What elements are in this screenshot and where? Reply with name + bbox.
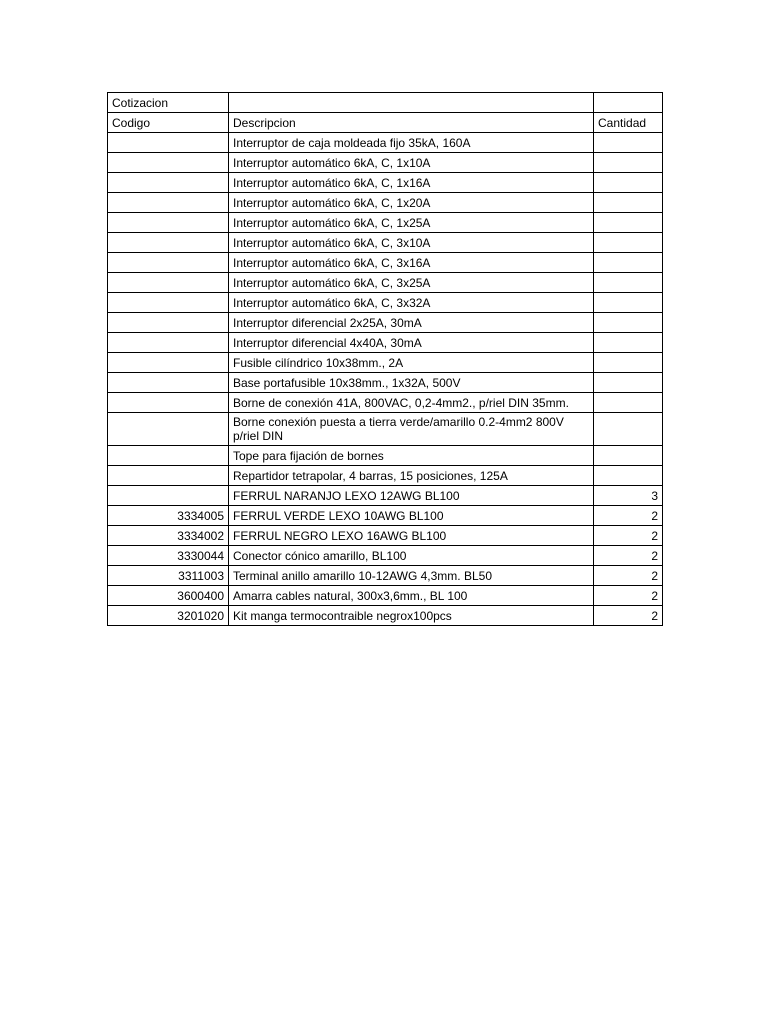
item-code-cell: 3330044 [108,546,229,566]
table-row [108,273,663,293]
table-row [108,566,663,586]
item-code-cell [108,133,229,153]
item-description-cell: Interruptor automático 6kA, C, 3x25A [229,273,594,293]
item-code-cell: 3600400 [108,586,229,606]
item-description-cell: Borne conexión puesta a tierra verde/amarillo 0.2-4mm2 800V p/riel DIN [229,413,594,446]
item-code-cell [108,273,229,293]
item-code-cell [108,466,229,486]
item-quantity-cell: 2 [594,506,663,526]
item-description-cell: Fusible cilíndrico 10x38mm., 2A [229,353,594,373]
item-code-cell: 3201020 [108,606,229,626]
item-code-cell [108,293,229,313]
item-description-cell: Interruptor diferencial 2x25A, 30mA [229,313,594,333]
item-quantity-cell [594,273,663,293]
item-description-cell: Interruptor de caja moldeada fijo 35kA, 160A [229,133,594,153]
item-code-cell [108,313,229,333]
item-quantity-cell: 3 [594,486,663,506]
table-row [108,193,663,213]
item-code-cell: 3334005 [108,506,229,526]
column-header-quantity: Cantidad [594,113,663,133]
item-description-cell: FERRUL NEGRO LEXO 16AWG BL100 [229,526,594,546]
title-row [108,93,663,113]
table-row [108,133,663,153]
item-quantity-cell [594,413,663,446]
table-row [108,173,663,193]
item-description-cell: Amarra cables natural, 300x3,6mm., BL 100 [229,586,594,606]
table-row [108,373,663,393]
item-quantity-cell [594,193,663,213]
quotation-table-body [108,93,663,626]
column-header-code: Codigo [108,113,229,133]
title-empty-cell [594,93,663,113]
table-row [108,466,663,486]
item-quantity-cell [594,333,663,353]
item-quantity-cell [594,253,663,273]
item-description-cell: Kit manga termocontraible negrox100pcs [229,606,594,626]
item-code-cell: 3334002 [108,526,229,546]
item-quantity-cell: 2 [594,526,663,546]
item-code-cell [108,413,229,446]
item-quantity-cell [594,153,663,173]
item-quantity-cell: 2 [594,586,663,606]
item-description-cell: Interruptor automático 6kA, C, 1x16A [229,173,594,193]
item-description-cell: Borne de conexión 41A, 800VAC, 0,2-4mm2., p/riel DIN 35mm. [229,393,594,413]
item-description-cell: Interruptor diferencial 4x40A, 30mA [229,333,594,353]
item-quantity-cell [594,373,663,393]
item-quantity-cell [594,446,663,466]
item-code-cell: 3311003 [108,566,229,586]
item-code-cell [108,193,229,213]
quotation-title: Cotizacion [108,93,229,113]
quotation-table [107,92,663,626]
table-row [108,213,663,233]
item-description-cell: Terminal anillo amarillo 10-12AWG 4,3mm. BL50 [229,566,594,586]
table-row [108,546,663,566]
table-row [108,486,663,506]
table-row [108,353,663,373]
column-header-description: Descripcion [229,113,594,133]
item-quantity-cell [594,313,663,333]
table-row [108,313,663,333]
item-quantity-cell [594,293,663,313]
table-row [108,393,663,413]
table-row [108,293,663,313]
item-quantity-cell [594,353,663,373]
table-row [108,606,663,626]
item-quantity-cell [594,173,663,193]
item-description-cell: FERRUL NARANJO LEXO 12AWG BL100 [229,486,594,506]
item-description-cell: FERRUL VERDE LEXO 10AWG BL100 [229,506,594,526]
header-row [108,113,663,133]
item-description-cell: Interruptor automático 6kA, C, 1x20A [229,193,594,213]
item-code-cell [108,446,229,466]
item-description-cell: Repartidor tetrapolar, 4 barras, 15 posiciones, 125A [229,466,594,486]
item-description-cell: Conector cónico amarillo, BL100 [229,546,594,566]
item-quantity-cell [594,213,663,233]
table-row [108,413,663,446]
table-row [108,586,663,606]
item-quantity-cell [594,133,663,153]
item-quantity-cell: 2 [594,546,663,566]
item-code-cell [108,173,229,193]
item-quantity-cell: 2 [594,566,663,586]
item-code-cell [108,213,229,233]
item-code-cell [108,486,229,506]
table-row [108,153,663,173]
item-quantity-cell [594,233,663,253]
item-description-cell: Base portafusible 10x38mm., 1x32A, 500V [229,373,594,393]
item-description-cell: Interruptor automático 6kA, C, 1x25A [229,213,594,233]
table-row [108,506,663,526]
item-code-cell [108,253,229,273]
title-empty-cell [229,93,594,113]
item-description-cell: Interruptor automático 6kA, C, 3x16A [229,253,594,273]
item-description-cell: Tope para fijación de bornes [229,446,594,466]
item-description-cell: Interruptor automático 6kA, C, 3x10A [229,233,594,253]
item-code-cell [108,333,229,353]
item-code-cell [108,393,229,413]
item-description-cell: Interruptor automático 6kA, C, 1x10A [229,153,594,173]
item-code-cell [108,373,229,393]
item-quantity-cell [594,466,663,486]
item-code-cell [108,233,229,253]
item-quantity-cell [594,393,663,413]
item-code-cell [108,353,229,373]
item-quantity-cell: 2 [594,606,663,626]
table-row [108,253,663,273]
table-row [108,233,663,253]
item-description-cell: Interruptor automático 6kA, C, 3x32A [229,293,594,313]
item-code-cell [108,153,229,173]
table-row [108,333,663,353]
table-row [108,526,663,546]
table-row [108,446,663,466]
quotation-sheet [107,92,662,626]
